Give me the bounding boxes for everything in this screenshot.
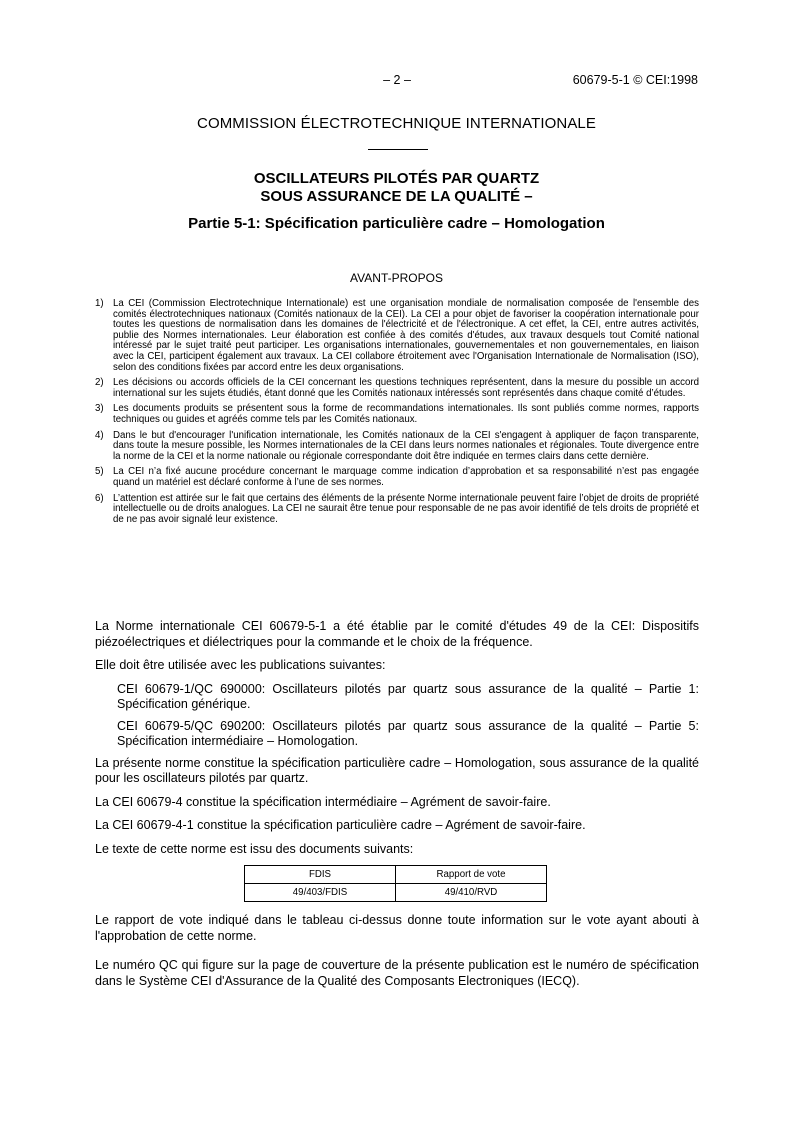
note-number: 3) (95, 403, 104, 415)
paragraph-blank-detail-spec: La CEI 60679-4-1 constitue la spécification particulière cadre – Agrément de savoir-faire. (95, 818, 586, 832)
main-body (95, 619, 699, 997)
note-number: 2) (95, 377, 104, 389)
organization-name: COMMISSION ÉLECTROTECHNIQUE INTERNATIONALE (197, 115, 596, 132)
table-row (245, 884, 547, 902)
paragraph-qc-number: Le numéro QC qui figure sur la page de couverture de la présente publication est le numéro de spécification dans le Système CEI d'Assurance de la Qualité des Composants Electroniques (IECQ). (95, 958, 699, 988)
paragraph-scope: La présente norme constitue la spécification particulière cadre – Homologation, sous assurance de la qualité pour les oscillateurs pilotés par quartz. (95, 755, 699, 785)
note-item (95, 431, 699, 463)
note-item (95, 404, 699, 425)
paragraph-standard-origin: La Norme internationale CEI 60679-5-1 a été établie par le comité d'études 49 de la CEI: Dispositifs piézoélectriques et diélectriques pour la commande et le choix de la fréquence. (95, 619, 699, 649)
table-header-cell: FDIS (245, 866, 396, 884)
foreword-heading: AVANT-PROPOS (350, 271, 443, 285)
title-line-2: SOUS ASSURANCE DE LA QUALITÉ – (260, 188, 533, 205)
note-text: Les décisions ou accords officiels de la CEI concernant les questions techniques représentent, dans la mesure du possible un accord international sur les sujets étudiés, étant donné que les Comités nationaux intéressés sont représentés dans chaque comité d’études. (113, 377, 699, 399)
title-line-1: OSCILLATEURS PILOTÉS PAR QUARTZ (253, 170, 540, 187)
paragraph-sectional-spec: La CEI 60679-4 constitue la spécification intermédiaire – Agrément de savoir-faire. (95, 794, 551, 809)
foreword-notes (95, 299, 699, 530)
note-text: La CEI (Commission Electrotechnique Internationale) est une organisation mondiale de normalisation composée de l'ensemble des comités électrotechniques nationaux (Comités nationaux de la CEI). La CEI a pour objet de favoriser la coopération internationale pour toutes les questions de normalisation dans les domaines de l'électricité et de l'électronique. A cet effet, la CEI, entre autres activités, publie des Normes internationales. Leur élaboration est confiée à des comités d'études, aux travaux desquels tout Comité national intéressé par le sujet traité peut participer. Les organisations internationales, gouvernementales et non gouvernementales, en liaison avec la CEI, participent également aux travaux. La CEI collabore étroitement avec l'Organisation Internationale de Normalisation (ISO), selon des conditions fixées par accord entre les deux organisations. (113, 298, 699, 373)
note-item (95, 299, 699, 373)
reference-publication-1: CEI 60679-1/QC 690000: Oscillateurs pilotés par quartz sous assurance de la qualité – Partie 1: Spécification générique. (117, 681, 699, 711)
note-text: L’attention est attirée sur le fait que certains des éléments de la présente Norme internationale peuvent faire l’objet de droits de propriété intellectuelle ou de droits analogues. La CEI ne saurait être tenue pour responsable de ne pas avoir identifié de tels droits de propriété et de ne pas avoir signalé leur existence. (113, 492, 699, 525)
title-separator (368, 149, 428, 150)
voting-table (244, 865, 547, 902)
reference-publication-2: CEI 60679-5/QC 690200: Oscillateurs pilotés par quartz sous assurance de la qualité – Partie 5: Spécification intermédiaire – Homologation. (117, 718, 699, 748)
note-number: 4) (95, 429, 104, 441)
note-number: 5) (95, 466, 104, 478)
note-item (95, 494, 699, 526)
paragraph-source-documents: Le texte de cette norme est issu des documents suivants: (95, 841, 414, 856)
document-reference: 60679-5-1 © CEI:1998 (572, 73, 698, 87)
note-item (95, 378, 699, 399)
note-text: Dans le but d'encourager l'unification internationale, les Comités nationaux de la CEI s'engagent à appliquer de façon transparente, dans toute la mesure possible, les Normes internationales de la CEI dans leurs normes nationales et régionales. Toute divergence entre la norme de la CEI et la norme nationale ou régionale correspondante doit être indiquée en termes clairs dans cette dernière. (113, 429, 699, 462)
page-number: – 2 – (383, 73, 411, 87)
note-text: Les documents produits se présentent sous la forme de recommandations internationales. Ils sont publiés comme normes, rapports techniques ou guides et agréés comme tels par les Comités nationaux. (113, 403, 699, 425)
note-text: La CEI n’a fixé aucune procédure concernant le marquage comme indication d’approbation et sa responsabilité n’est pas engagée quand un matériel est déclaré conforme à l’une de ses normes. (113, 466, 699, 488)
paragraph-voting-report: Le rapport de vote indiqué dans le tableau ci-dessus donne toute information sur le vote ayant abouti à l'approbation de cette norme. (95, 913, 699, 943)
table-cell: 49/410/RVD (396, 884, 547, 902)
note-item (95, 467, 699, 488)
table-header-cell: Rapport de vote (396, 866, 547, 884)
note-number: 6) (95, 492, 104, 504)
paragraph-related-publications: Elle doit être utilisée avec les publications suivantes: (95, 658, 386, 672)
note-number: 1) (95, 298, 104, 309)
table-header-row (245, 866, 547, 884)
title-part: Partie 5-1: Spécification particulière cadre – Homologation (188, 215, 605, 232)
table-cell: 49/403/FDIS (245, 884, 396, 902)
